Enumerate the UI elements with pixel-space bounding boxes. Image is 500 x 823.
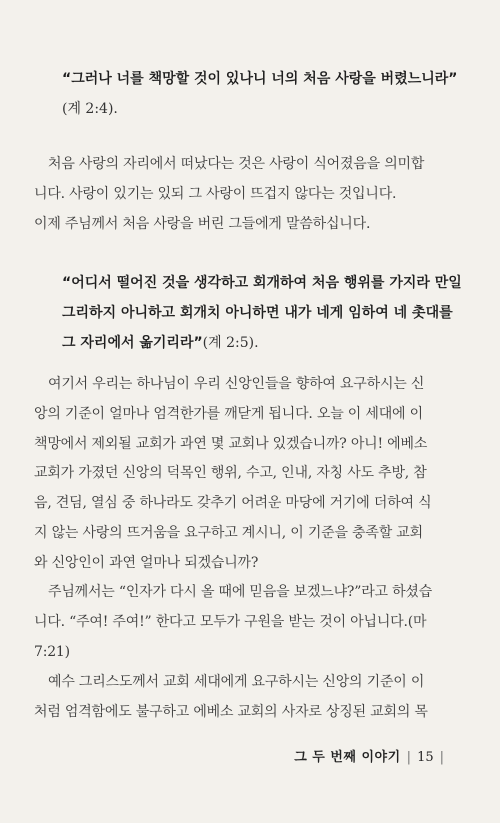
page-number: 15 bbox=[417, 750, 434, 765]
paragraph-line: 교회가 가졌던 신앙의 덕목인 행위, 수고, 인내, 자칭 사도 추방, 참 bbox=[34, 465, 427, 482]
paragraph-2 bbox=[34, 370, 468, 579]
paragraph-line: 앙의 기준이 얼마나 엄격한가를 깨닫게 됩니다. 오늘 이 세대에 이 bbox=[34, 405, 423, 422]
paragraph-line: 처음 사랑의 자리에서 떠났다는 것은 사랑이 식어졌음을 의미합 bbox=[48, 156, 425, 172]
quote-line: 그리하지 아니하고 회개치 아니하면 내가 네게 임하여 네 촛대를 bbox=[62, 304, 453, 321]
paragraph-1 bbox=[34, 150, 468, 239]
paragraph-line: 7:21) bbox=[34, 643, 70, 660]
paragraph-line: 책망에서 제외될 교회가 과연 몇 교회나 있겠습니까? 아니! 에베소 bbox=[34, 435, 428, 452]
quote-line-with-ref bbox=[62, 328, 454, 358]
quote-reference: (계 2:4). bbox=[62, 100, 118, 117]
paragraph-line: 니다. 사랑이 있기는 있되 그 사랑이 뜨겁지 않다는 것입니다. bbox=[34, 185, 397, 202]
paragraph-line: 주님께서는 “인자가 다시 올 때에 믿음을 보겠느냐?”라고 하셨습 bbox=[48, 584, 433, 600]
footer-divider: | bbox=[406, 750, 412, 765]
footer-divider: | bbox=[439, 750, 444, 765]
quote-line: “어디서 떨어진 것을 생각하고 회개하여 처음 행위를 가지라 만일 bbox=[62, 275, 462, 291]
scripture-quote-2 bbox=[62, 268, 462, 357]
chapter-title: 그 두 번째 이야기 bbox=[294, 750, 401, 765]
paragraph-line: 니다. “주여! 주여!” 한다고 모두가 구원을 받는 것이 아닙니다.(마 bbox=[34, 613, 427, 630]
quote-reference: (계 2:5). bbox=[202, 334, 259, 351]
paragraph-line: 지 않는 사랑의 뜨거움을 요구하고 계시니, 이 기준을 충족할 교회 bbox=[34, 524, 423, 541]
paragraph-line: 처럼 엄격함에도 불구하고 에베소 교회의 사자로 상징된 교회의 목 bbox=[34, 703, 428, 720]
paragraph-line: 음, 견딤, 열심 중 하나라도 갖추기 어려운 마당에 거기에 더하여 식 bbox=[34, 495, 432, 512]
quote-line: 그 자리에서 옮기리라” bbox=[62, 334, 203, 351]
paragraph-line: 이제 주님께서 처음 사랑을 버린 그들에게 말씀하십니다. bbox=[34, 215, 371, 232]
scripture-quote-1 bbox=[62, 64, 458, 124]
paragraph-3 bbox=[34, 578, 468, 667]
paragraph-line: 여기서 우리는 하나님이 우리 신앙인들을 향하여 요구하시는 신 bbox=[48, 376, 425, 392]
quote-line: “그러나 너를 책망할 것이 있나니 너의 처음 사랑을 버렸느니라” bbox=[62, 71, 458, 87]
paragraph-line: 예수 그리스도께서 교회 세대에게 요구하시는 신앙의 기준이 이 bbox=[48, 674, 425, 690]
paragraph-line: 와 신앙인이 과연 얼마나 되겠습니까? bbox=[34, 554, 259, 571]
paragraph-4 bbox=[34, 668, 468, 728]
page-footer bbox=[0, 746, 450, 765]
